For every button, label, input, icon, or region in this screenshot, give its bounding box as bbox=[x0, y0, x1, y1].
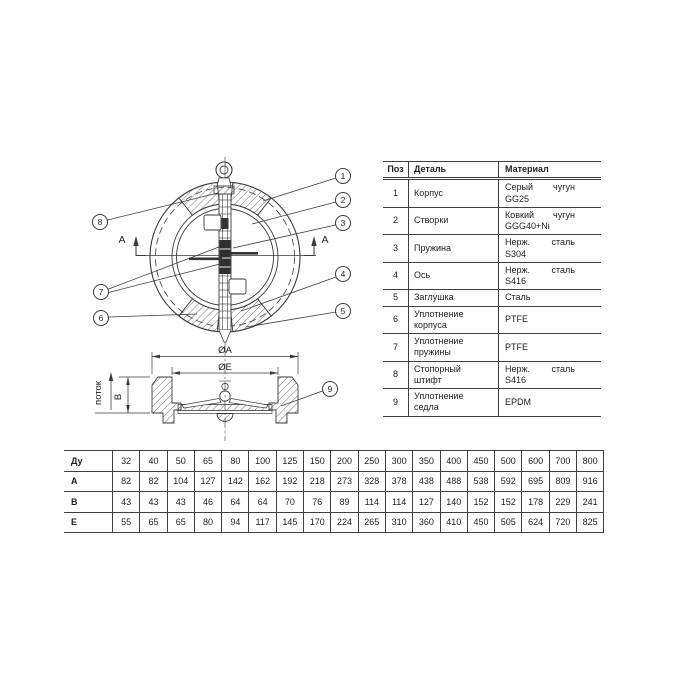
dimension-value-cell: 378 bbox=[385, 471, 412, 492]
dimension-value-cell: 94 bbox=[222, 512, 249, 533]
dim-e bbox=[172, 362, 278, 375]
dimension-value-cell: 809 bbox=[549, 471, 576, 492]
body-wall-left bbox=[152, 377, 181, 423]
dimension-value-cell: 300 bbox=[385, 451, 412, 472]
parts-table-row bbox=[383, 361, 601, 389]
dimension-value-cell: 825 bbox=[577, 512, 604, 533]
dimension-value-cell: 65 bbox=[167, 512, 194, 533]
dimension-value-cell: 127 bbox=[413, 492, 440, 513]
dimension-value-cell: 65 bbox=[194, 451, 221, 472]
dimension-value-cell: 40 bbox=[140, 451, 167, 472]
parts-cell-detail: Корпус bbox=[409, 179, 499, 208]
parts-table-row bbox=[383, 207, 601, 235]
parts-cell-pos: 7 bbox=[383, 334, 409, 362]
dimension-value-cell: 350 bbox=[413, 451, 440, 472]
parts-cell-pos: 2 bbox=[383, 207, 409, 235]
callout-balloon-8 bbox=[93, 215, 108, 230]
dimension-value-cell: 800 bbox=[577, 451, 604, 472]
callout-balloon-5 bbox=[336, 304, 351, 319]
parts-cell-detail: Створки bbox=[409, 207, 499, 235]
dimension-value-cell: 500 bbox=[495, 451, 522, 472]
parts-cell-pos: 6 bbox=[383, 306, 409, 334]
dimension-value-cell: 273 bbox=[331, 471, 358, 492]
dimension-value-cell: 695 bbox=[522, 471, 549, 492]
parts-table bbox=[383, 161, 601, 417]
callout-balloon-6 bbox=[94, 311, 109, 326]
dimension-value-cell: 70 bbox=[276, 492, 303, 513]
dimension-value-cell: 150 bbox=[304, 451, 331, 472]
parts-table-row bbox=[383, 306, 601, 334]
parts-table-header-row bbox=[383, 162, 601, 179]
dimension-value-cell: 265 bbox=[358, 512, 385, 533]
dimension-value-cell: 114 bbox=[385, 492, 412, 513]
parts-cell-detail: Уплотнение пружины bbox=[409, 334, 499, 362]
dimension-value-cell: 224 bbox=[331, 512, 358, 533]
parts-cell-pos: 5 bbox=[383, 290, 409, 306]
parts-cell-material: PTFE bbox=[505, 341, 529, 352]
body-wall-right bbox=[269, 377, 298, 423]
dimensions-table-body bbox=[64, 451, 604, 533]
callout-balloon-9 bbox=[323, 382, 338, 397]
parts-cell-material: Сталь bbox=[505, 292, 531, 303]
parts-table-body bbox=[383, 179, 601, 416]
parts-table-row bbox=[383, 334, 601, 362]
dimension-value-cell: 125 bbox=[276, 451, 303, 472]
dimension-row-label: A bbox=[64, 471, 113, 492]
dimension-value-cell: 46 bbox=[194, 492, 221, 513]
parts-cell-detail: Заглушка bbox=[409, 290, 499, 306]
section-view bbox=[93, 345, 298, 441]
dimension-value-cell: 410 bbox=[440, 512, 467, 533]
parts-table-row bbox=[383, 262, 601, 290]
section-arrow-icon bbox=[133, 236, 138, 246]
parts-cell-material: Нерж. сталь S304 bbox=[505, 237, 575, 259]
dimension-value-cell: 142 bbox=[222, 471, 249, 492]
callout-balloon-1 bbox=[336, 169, 351, 184]
dimension-value-cell: 192 bbox=[276, 471, 303, 492]
flow-label: поток bbox=[93, 381, 104, 405]
dimension-value-cell: 328 bbox=[358, 471, 385, 492]
callout-number: 4 bbox=[340, 269, 346, 279]
callout-number: 7 bbox=[98, 287, 104, 297]
dimensions-table-row bbox=[64, 451, 604, 472]
parts-table-row bbox=[383, 235, 601, 263]
parts-cell-detail: Уплотнение седла bbox=[409, 389, 499, 417]
dimensions-table-row bbox=[64, 471, 604, 492]
dimension-value-cell: 218 bbox=[304, 471, 331, 492]
dimension-value-cell: 43 bbox=[140, 492, 167, 513]
dimension-value-cell: 145 bbox=[276, 512, 303, 533]
dimension-row-label: E bbox=[64, 512, 113, 533]
section-mark-right bbox=[304, 234, 329, 256]
callout-balloon-3 bbox=[336, 216, 351, 231]
parts-cell-detail: Пружина bbox=[409, 235, 499, 263]
parts-cell-pos: 4 bbox=[383, 262, 409, 290]
dimension-value-cell: 152 bbox=[467, 492, 494, 513]
dimension-value-cell: 310 bbox=[385, 512, 412, 533]
parts-cell-detail: Стопорный штифт bbox=[409, 361, 499, 389]
dimension-value-cell: 82 bbox=[140, 471, 167, 492]
dimension-row-label: B bbox=[64, 492, 113, 513]
dimension-value-cell: 170 bbox=[304, 512, 331, 533]
dimension-value-cell: 178 bbox=[522, 492, 549, 513]
parts-cell-material: PTFE bbox=[505, 314, 529, 325]
parts-cell-pos: 8 bbox=[383, 361, 409, 389]
parts-cell-material: Нерж. сталь S416 bbox=[505, 363, 575, 385]
dimension-value-cell: 140 bbox=[440, 492, 467, 513]
callout-balloon-2 bbox=[336, 193, 351, 208]
plate-stop-lower bbox=[229, 279, 246, 294]
dimension-value-cell: 114 bbox=[358, 492, 385, 513]
dimension-value-cell: 89 bbox=[331, 492, 358, 513]
callout-number: 3 bbox=[340, 218, 346, 228]
dimension-value-cell: 438 bbox=[413, 471, 440, 492]
dimension-value-cell: 538 bbox=[467, 471, 494, 492]
dimension-value-cell: 720 bbox=[549, 512, 576, 533]
parts-cell-pos: 9 bbox=[383, 389, 409, 417]
parts-cell-material: Ковкий чугун GGG40+Ni bbox=[505, 209, 575, 231]
callout-number: 6 bbox=[98, 313, 104, 323]
dimension-value-cell: 592 bbox=[495, 471, 522, 492]
callout-number: 9 bbox=[327, 384, 333, 394]
dimensions-table-row bbox=[64, 512, 604, 533]
dimension-value-cell: 488 bbox=[440, 471, 467, 492]
dimension-value-cell: 700 bbox=[549, 451, 576, 472]
dimension-value-cell: 32 bbox=[113, 451, 140, 472]
plate-edge-right bbox=[229, 252, 258, 255]
section-arrow-icon bbox=[311, 236, 316, 246]
dimension-value-cell: 55 bbox=[113, 512, 140, 533]
parts-header-detail: Деталь bbox=[409, 162, 499, 179]
center-plug bbox=[217, 414, 233, 422]
front-view bbox=[118, 157, 328, 352]
parts-table-row bbox=[383, 389, 601, 417]
callout-balloon-7 bbox=[94, 285, 109, 300]
callout-number: 2 bbox=[340, 195, 346, 205]
dimension-value-cell: 127 bbox=[194, 471, 221, 492]
callout-number: 1 bbox=[340, 171, 346, 181]
callout-number: 8 bbox=[97, 217, 103, 227]
dimension-value-cell: 100 bbox=[249, 451, 276, 472]
section-label: A bbox=[118, 234, 126, 246]
parts-cell-material: Серый чугун GG25 bbox=[505, 182, 575, 204]
dimension-value-cell: 64 bbox=[249, 492, 276, 513]
flow-indicator bbox=[93, 372, 113, 410]
dimension-value-cell: 82 bbox=[113, 471, 140, 492]
dimension-value-cell: 65 bbox=[140, 512, 167, 533]
parts-header-pos: Поз bbox=[383, 162, 409, 179]
dimension-value-cell: 229 bbox=[549, 492, 576, 513]
parts-cell-material: EPDM bbox=[505, 396, 532, 407]
shaft-bottom-plug bbox=[219, 330, 231, 342]
dimension-value-cell: 600 bbox=[522, 451, 549, 472]
dim-label-a: ØA bbox=[218, 345, 232, 356]
dimension-value-cell: 241 bbox=[577, 492, 604, 513]
dimension-value-cell: 162 bbox=[249, 471, 276, 492]
dimension-value-cell: 400 bbox=[440, 451, 467, 472]
parts-table-row bbox=[383, 290, 601, 306]
section-label: A bbox=[321, 234, 329, 246]
dimension-value-cell: 916 bbox=[577, 471, 604, 492]
dimension-value-cell: 450 bbox=[467, 451, 494, 472]
parts-cell-detail: Ось bbox=[409, 262, 499, 290]
callout-balloon-4 bbox=[336, 267, 351, 282]
dimension-value-cell: 80 bbox=[222, 451, 249, 472]
dimension-value-cell: 505 bbox=[495, 512, 522, 533]
parts-cell-pos: 3 bbox=[383, 235, 409, 263]
plate-edge-left bbox=[189, 258, 222, 261]
section-mark-left bbox=[118, 234, 146, 256]
callout-number: 5 bbox=[340, 306, 346, 316]
dimension-value-cell: 80 bbox=[194, 512, 221, 533]
dimension-value-cell: 50 bbox=[167, 451, 194, 472]
parts-header-material: Материал bbox=[505, 164, 549, 174]
plate-stop-upper bbox=[204, 215, 221, 230]
dimensions-table-row bbox=[64, 492, 604, 513]
dimension-value-cell: 360 bbox=[413, 512, 440, 533]
lifting-eye-icon bbox=[214, 162, 234, 194]
dimension-value-cell: 117 bbox=[249, 512, 276, 533]
parts-cell-detail: Уплотнение корпуса bbox=[409, 306, 499, 334]
flow-arrow-icon bbox=[109, 372, 113, 381]
dimension-value-cell: 152 bbox=[495, 492, 522, 513]
dimension-value-cell: 624 bbox=[522, 512, 549, 533]
dimension-value-cell: 64 bbox=[222, 492, 249, 513]
dimension-value-cell: 250 bbox=[358, 451, 385, 472]
dimension-value-cell: 43 bbox=[167, 492, 194, 513]
dim-label-e: ØE bbox=[218, 362, 232, 373]
dimension-value-cell: 43 bbox=[113, 492, 140, 513]
dimension-value-cell: 104 bbox=[167, 471, 194, 492]
dim-label-b: B bbox=[113, 393, 124, 401]
parts-table-row bbox=[383, 179, 601, 208]
parts-cell-pos: 1 bbox=[383, 179, 409, 208]
spring-coil bbox=[220, 240, 231, 274]
dimension-value-cell: 200 bbox=[331, 451, 358, 472]
dimension-value-cell: 76 bbox=[304, 492, 331, 513]
dimensions-table bbox=[64, 450, 604, 533]
dimension-row-label: Ду bbox=[64, 451, 113, 472]
dimension-value-cell: 450 bbox=[467, 512, 494, 533]
parts-cell-material: Нерж. сталь S416 bbox=[505, 264, 575, 286]
